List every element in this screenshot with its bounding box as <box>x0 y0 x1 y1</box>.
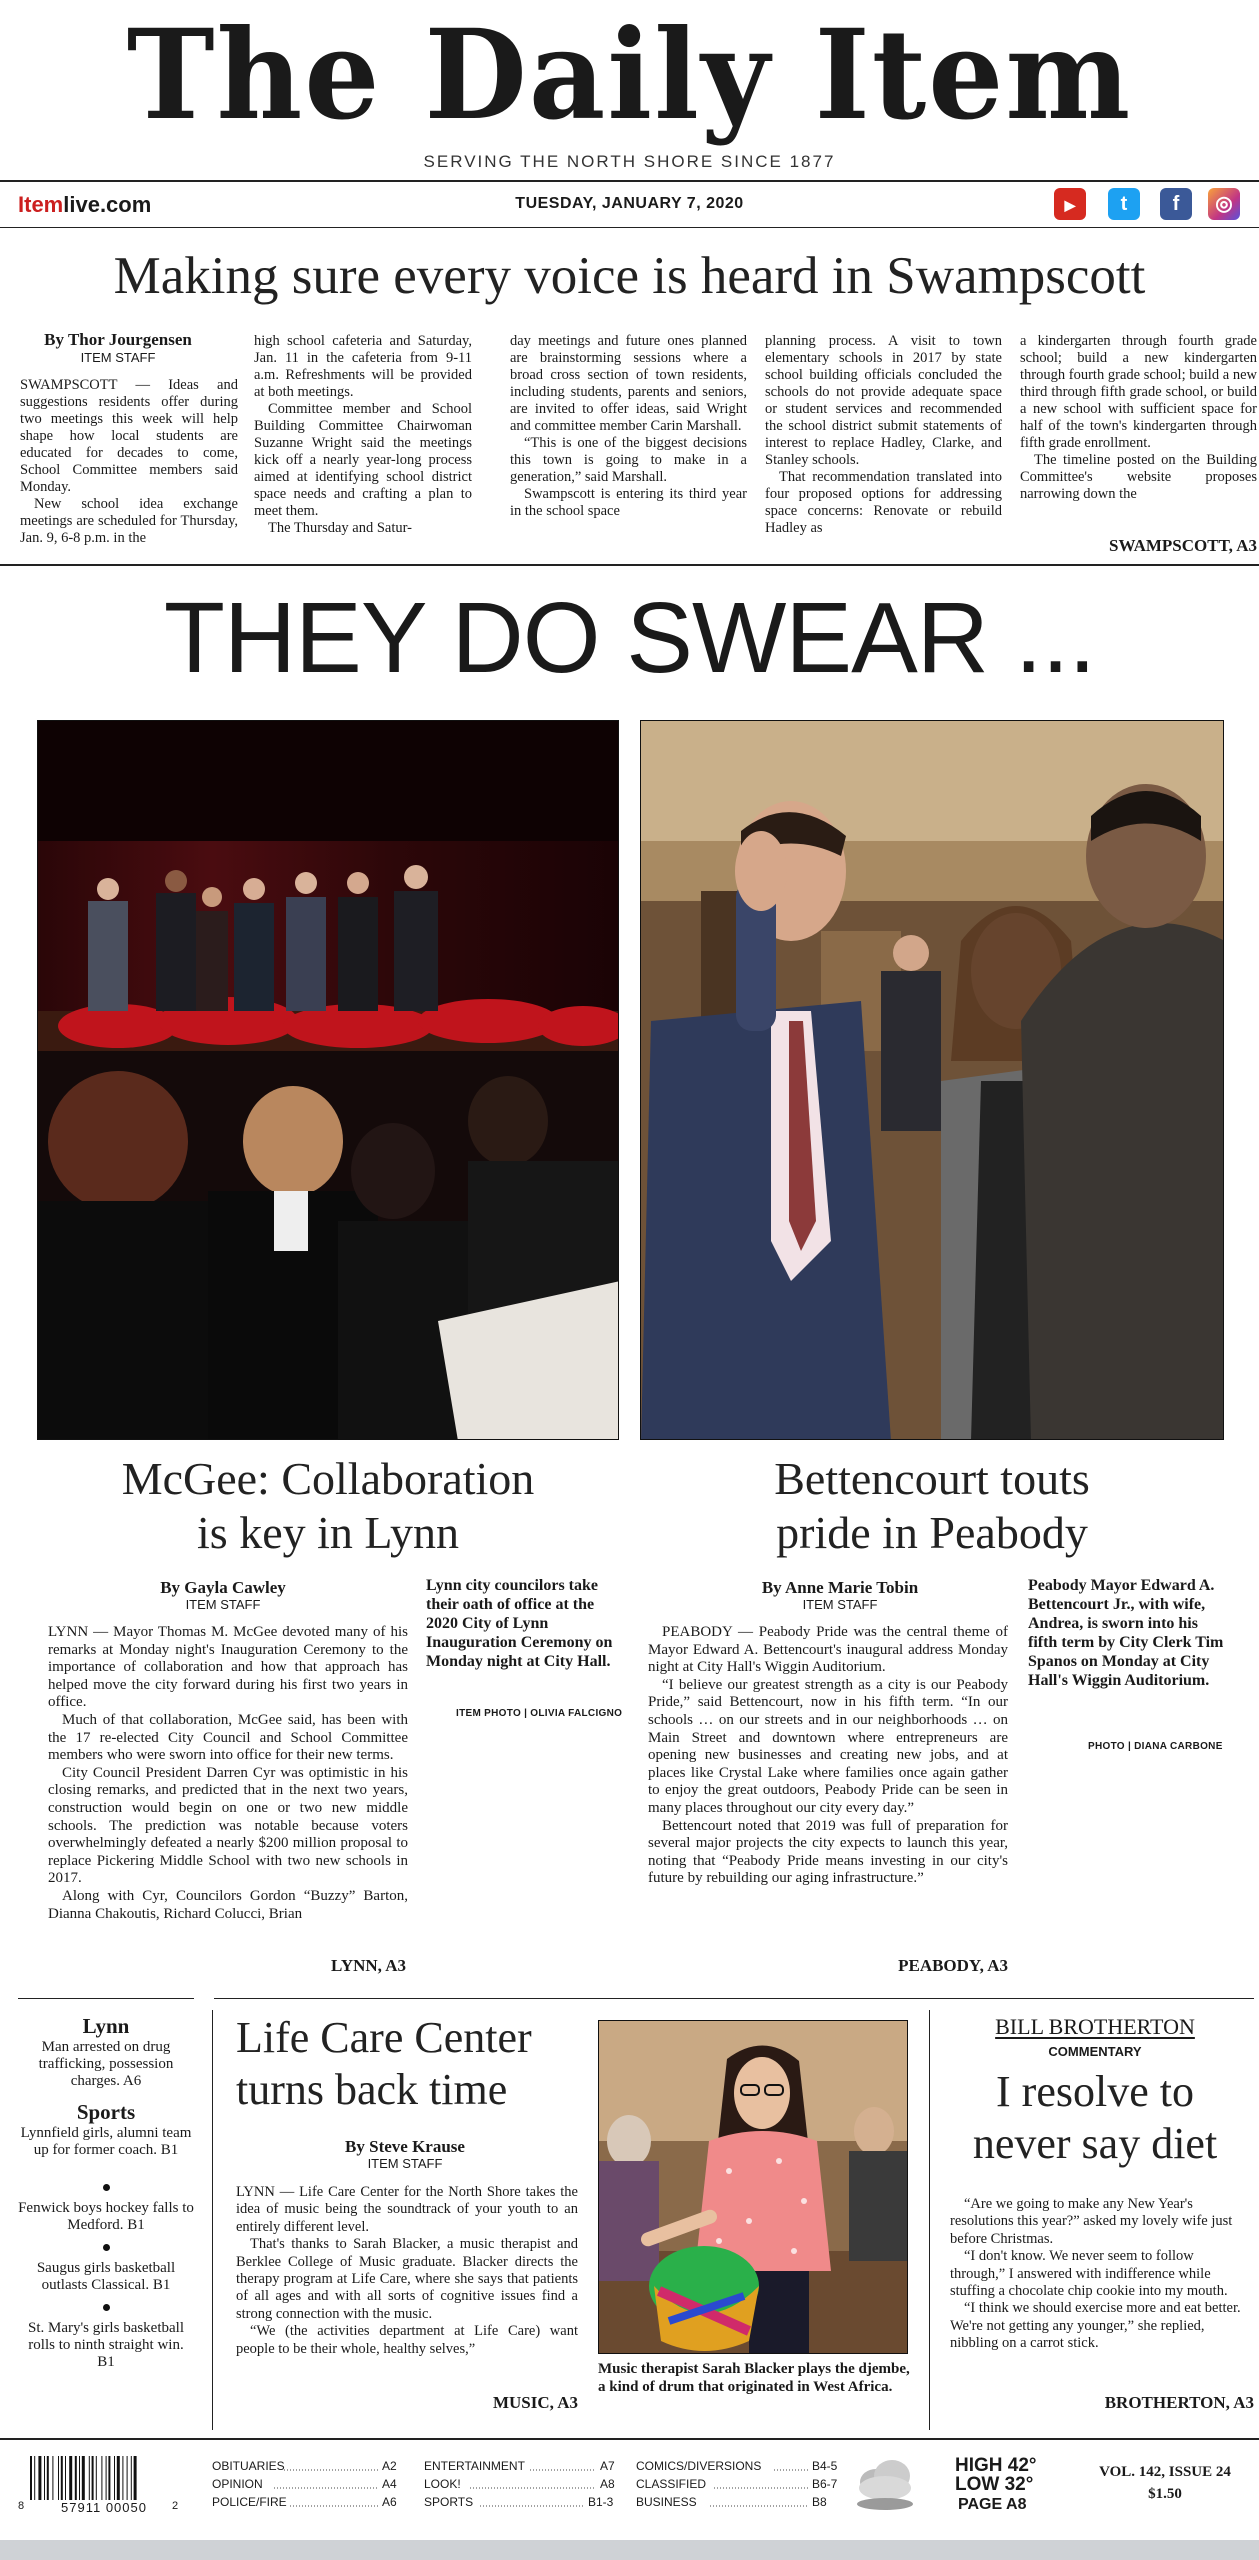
index-sports[interactable] <box>424 2495 473 2509</box>
lead-col-5 <box>1020 333 1257 503</box>
music-story-jump[interactable]: MUSIC, A3 <box>492 2393 578 2412</box>
cloud-icon <box>852 2452 918 2514</box>
barcode-bar <box>122 2456 123 2500</box>
left-story-headline <box>37 1452 619 1560</box>
bottom-section-rule <box>214 1998 1254 1999</box>
sidebar-lynn-heading: Lynn <box>82 2014 130 2038</box>
index-label: OBITUARIES <box>212 2459 285 2473</box>
barcode-bar <box>65 2456 66 2500</box>
index-label: POLICE/FIRE <box>212 2495 287 2509</box>
masthead-rule-bottom <box>0 227 1259 228</box>
sidebar-sports-heading: Sports <box>76 2100 136 2124</box>
facebook-icon[interactable] <box>1160 188 1192 220</box>
left-story-cutline: Lynn city councilors take their oath of office at the 2020 City of Lynn Inauguration Ceremony on Monday night at City Hall. <box>426 1577 613 1670</box>
index-label: CLASSIFIED <box>636 2477 707 2491</box>
barcode-bar <box>92 2456 94 2500</box>
dateline: TUESDAY, JANUARY 7, 2020 <box>515 195 744 212</box>
right-story-p3: Bettencourt noted that 2019 was full of preparation for several major projects the city expects to launch this year, noting that “Peabody Pride means investing in our city's future by rebuilding our aging infrastructure.” <box>648 1817 1008 1887</box>
sidebar-lynn-item[interactable]: Man arrested on drug trafficking, possession charges. A6 <box>38 2039 174 2089</box>
lead-col-5-p1: a kindergarten through fourth grade school; build a new kindergarten through fourth grade school; build a new third through fifth grade school, or build a new school with sufficient space for half of the town's kindergarten through fifth grade enrollment. <box>1020 333 1257 451</box>
barcode-bar <box>69 2456 72 2500</box>
barcode-right-digit: 2 <box>172 2500 179 2512</box>
index-opinion-page: A4 <box>382 2477 397 2491</box>
right-story-staff: ITEM STAFF <box>802 1597 878 1612</box>
masthead-tagline: SERVING THE NORTH SHORE SINCE 1877 <box>423 152 836 171</box>
music-story-p2: That's thanks to Sarah Blacker, a music therapist and Berklee College of Music graduate. Blacker directs the therapy program at Life Care, where she says that patients of all ages and with all sorts of cognitive issues find a strong connection with the music. <box>236 2236 578 2322</box>
barcode-bar <box>82 2456 85 2500</box>
barcode-bar <box>30 2456 32 2500</box>
right-story-jump[interactable]: PEABODY, A3 <box>898 1956 1008 1975</box>
left-story-p3: City Council President Darren Cyr was optimistic in his closing remarks, and predicted that in the next two years, construction would begin on one or two new middle schools. The prediction was notable because voters overwhelmingly defeated a nearly $200 million proposal to replace Pickering Middle School with two new schools in 2017. <box>48 1764 408 1887</box>
left-story-byline: By Gayla Cawley <box>160 1578 286 1597</box>
index-sports-page: B1-3 <box>588 2495 614 2509</box>
column-p1: “Are we going to make any New Year's resolutions this year?” asked my lovely wife just before Christmas. <box>950 2196 1233 2247</box>
left-story-p4: Along with Cyr, Councilors Gordon “Buzzy” Barton, Dianna Chakoutis, Richard Colucci, Brian <box>48 1887 408 1922</box>
index-label: COMICS/DIVERSIONS <box>636 2459 762 2473</box>
right-story-headline-line-2: pride in Peabody <box>776 1507 1088 1558</box>
price: $1.50 <box>1148 2486 1182 2502</box>
lead-staff: ITEM STAFF <box>80 350 156 365</box>
weather-high: HIGH 42° <box>955 2455 1037 2476</box>
twitter-icon[interactable] <box>1108 188 1140 220</box>
masthead-rule-top <box>0 180 1259 182</box>
lead-col-2-p2: Committee member and School Building Committee Chairwoman Suzanne Wright said the meetings kick off a nearly year-long process aimed at identifying school district space needs and crafting a plan to meet them. <box>254 401 472 519</box>
left-story-headline-line-1: McGee: Collaboration <box>121 1453 535 1504</box>
weather-low: LOW 32° <box>955 2474 1034 2495</box>
masthead-title: The Daily Item <box>126 1 1133 148</box>
barcode-bar <box>47 2456 49 2500</box>
barcode-bar <box>96 2456 97 2500</box>
lead-col-3-p2: “This is one of the biggest decisions this town is going to make in a generation,” said Marshall. <box>510 435 747 485</box>
lead-col-4 <box>765 333 1002 537</box>
sidebar-sports-item-4[interactable]: St. Mary's girls basketball rolls to ninth straight win. B1 <box>27 2320 185 2370</box>
music-story-cutline: Music therapist Sarah Blacker plays the djembe, a kind of drum that originated in West Africa. <box>598 2361 910 2395</box>
bullet-2 <box>103 2244 110 2251</box>
column-p3: “I think we should exercise more and eat better. We're not getting any younger,” she replied, nibbling on a carrot stick. <box>950 2300 1241 2352</box>
barcode-bar <box>79 2456 80 2500</box>
right-story-byline: By Anne Marie Tobin <box>761 1578 919 1597</box>
barcode-digits: 57911 00050 <box>40 2500 168 2515</box>
lead-col-4-p1: planning process. A visit to town elementary schools in 2017 by state school building officials concluded the schools do not provide adequate space or student services and recommended the school district submit statements of interest to replace Hadley, Clarke, and Stanley schools. <box>765 333 1002 468</box>
lead-headline: Making sure every voice is heard in Swampscott <box>113 247 1146 305</box>
music-story-body <box>236 2184 578 2358</box>
barcode-bar <box>61 2456 63 2500</box>
index-police-fire[interactable] <box>212 2495 287 2509</box>
index-entertainment-page: A7 <box>600 2459 615 2473</box>
left-story-p1: LYNN — Mayor Thomas M. McGee devoted many of his remarks at Monday night's Inauguration Ceremony to the importance of collaboration and how that approach has helped move the city forward during his first two years in office. <box>48 1624 408 1711</box>
music-therapist-photo <box>598 2020 908 2354</box>
column-author: BILL BROTHERTON <box>995 2014 1195 2039</box>
sidebar-divider <box>212 2010 213 2430</box>
music-story-byline: By Steve Krause <box>345 2137 465 2156</box>
sidebar-sports-item-3[interactable]: Saugus girls basketball outlasts Classical. B1 <box>36 2260 176 2293</box>
site-link-suffix: live.com <box>63 192 152 217</box>
lead-jump[interactable]: SWAMPSCOTT, A3 <box>1109 536 1257 555</box>
column-headline-line-2: never say diet <box>972 2119 1218 2168</box>
lead-byline: By Thor Jourgensen <box>44 330 192 349</box>
index-entertainment[interactable] <box>424 2459 525 2473</box>
right-story-p1: PEABODY — Peabody Pride was the central theme of Mayor Edward A. Bettencourt's inaugural address Monday night at City Hall's Wiggin Auditorium. <box>648 1624 1008 1676</box>
index-look[interactable] <box>424 2477 461 2491</box>
bullet-3 <box>103 2304 110 2311</box>
column-kicker: COMMENTARY <box>1048 2044 1142 2059</box>
index-business-page: B8 <box>812 2495 827 2509</box>
index-classified[interactable] <box>636 2477 706 2491</box>
sidebar-rule-top <box>18 1998 194 1999</box>
left-story-headline-line-2: is key in Lynn <box>197 1507 459 1558</box>
index-classified-page: B6-7 <box>812 2477 838 2491</box>
weather-page: PAGE A8 <box>958 2496 1027 2513</box>
lead-col-2-p3: The Thursday and Satur- <box>268 520 413 536</box>
barcode-bar <box>117 2456 120 2500</box>
barcode-bar <box>127 2456 128 2500</box>
lead-col-3-p3: Swampscott is entering its third year in the school space <box>510 486 747 519</box>
right-story-headline-line-1: Bettencourt touts <box>774 1453 1090 1504</box>
instagram-icon[interactable] <box>1208 188 1240 220</box>
index-obituaries-page: A2 <box>382 2459 397 2473</box>
index-look-page: A8 <box>600 2477 615 2491</box>
barcode-bar <box>108 2456 110 2500</box>
left-story-staff: ITEM STAFF <box>185 1597 261 1612</box>
right-story-credit: PHOTO | DIANA CARBONE <box>1088 1741 1223 1752</box>
banner-headline: THEY DO SWEAR ... <box>163 582 1096 694</box>
barcode-bar <box>89 2456 90 2500</box>
index-label: SPORTS <box>424 2495 474 2509</box>
right-story-headline <box>640 1452 1224 1560</box>
footer-rule <box>0 2438 1259 2440</box>
barcode-bar <box>52 2456 53 2500</box>
column-body <box>950 2196 1250 2353</box>
index-comics-page: B4-5 <box>812 2459 838 2473</box>
right-story-body <box>648 1624 1008 1888</box>
barcode-bar <box>114 2456 115 2500</box>
barcode-bar <box>58 2456 59 2500</box>
index-police-fire-page: A6 <box>382 2495 397 2509</box>
column-divider <box>929 2010 930 2430</box>
sidebar-sports-item-1[interactable]: Lynnfield girls, alumni team up for former coach. B1 <box>20 2125 192 2158</box>
lead-col-2 <box>254 333 472 537</box>
right-story-p2: “I believe our greatest strength as a city is our Peabody Pride,” said Bettencourt, now in his fifth term. “In our schools … on our streets and in our neighborhoods … on Main Street and downtown where entrepreneurs are opening new businesses and creating new jobs, and at places like Crystal Lake where families once again gather to enjoy the great outdoors, Peabody Pride can be seen in many places throughout our city every day.” <box>648 1676 1008 1816</box>
lead-col-3-p1: day meetings and future ones planned are brainstorming sessions where a broad cross section of town residents, including students, parents and seniors, are invited to offer ideas, said Wright and committee member Carin Marshall. <box>510 333 747 434</box>
lead-rule <box>0 564 1259 566</box>
volume-issue: VOL. 142, ISSUE 24 <box>1099 2464 1231 2480</box>
lead-col-4-p2: That recommendation translated into four proposed options for addressing space concerns: Renovate or rebuild Hadley as <box>765 469 1002 536</box>
lead-col-1-p2: New school idea exchange meetings are scheduled for Thursday, Jan. 9, 6-8 p.m. in the <box>20 496 238 546</box>
lead-col-3 <box>510 333 747 520</box>
barcode-bar <box>75 2456 77 2500</box>
left-story-body <box>48 1624 408 1923</box>
barcode-bar <box>101 2456 102 2500</box>
barcode-bar <box>38 2456 41 2500</box>
barcode-bar <box>44 2456 45 2500</box>
youtube-icon[interactable] <box>1054 188 1086 220</box>
index-label: ENTERTAINMENT <box>424 2459 525 2473</box>
lead-col-2-p1: high school cafeteria and Saturday, Jan. 11 in the cafeteria from 9-11 a.m. Refreshments will be provided at both meetings. <box>254 333 472 400</box>
left-story-credit: ITEM PHOTO | OLIVIA FALCIGNO <box>456 1708 623 1719</box>
bullet-1 <box>103 2184 110 2191</box>
facebook-glyph: f <box>1172 193 1180 215</box>
music-story-p3: “We (the activities department at Life Care) want people to be their whole, healthy selves,” <box>236 2323 578 2357</box>
barcode-bar <box>106 2456 107 2500</box>
lead-col-5-p2: The timeline posted on the Building Committee's website proposes narrowing down the <box>1020 452 1257 502</box>
column-headline-line-1: I resolve to <box>996 2067 1194 2116</box>
index-comics[interactable] <box>636 2459 761 2473</box>
youtube-glyph: ▶ <box>1064 197 1076 213</box>
column-p2: “I don't know. We never seem to follow through,” I answered with indifference while stuffing a chocolate chip cookie into my mouth. <box>950 2248 1228 2300</box>
index-opinion[interactable] <box>212 2477 263 2491</box>
index-business[interactable] <box>636 2495 697 2509</box>
music-story-p1: LYNN — Life Care Center for the North Shore takes the idea of music being the soundtrack of your youth to an entirely different level. <box>236 2184 578 2235</box>
twitter-glyph: t <box>1120 193 1128 215</box>
site-link-prefix: Item <box>18 192 64 217</box>
music-story-headline-line-1: Life Care Center <box>236 2013 532 2062</box>
lynn-inauguration-photo <box>37 720 619 1440</box>
column-headline <box>940 2066 1250 2170</box>
column-jump[interactable]: BROTHERTON, A3 <box>1104 2393 1254 2412</box>
music-story-headline <box>222 2012 592 2116</box>
music-story-staff: ITEM STAFF <box>367 2156 443 2171</box>
bottom-strip <box>0 2540 1259 2560</box>
lead-col-1-p1: SWAMPSCOTT — Ideas and suggestions residents offer during two meetings this week will help shape how local students are educated for decades to come, School Committee members said Monday. <box>20 377 238 495</box>
lead-col-1 <box>20 377 238 547</box>
left-story-jump[interactable]: LYNN, A3 <box>331 1956 406 1975</box>
music-story-headline-line-2: turns back time <box>236 2065 508 2114</box>
barcode-left-digit: 8 <box>18 2500 25 2512</box>
barcode-bar <box>134 2456 137 2500</box>
barcode-bar <box>131 2456 132 2500</box>
barcode-bar <box>34 2456 35 2500</box>
sidebar-sports-item-2[interactable]: Fenwick boys hockey falls to Medford. B1 <box>18 2200 194 2233</box>
left-story-p2: Much of that collaboration, McGee said, has been with the 17 re-elected City Council and School Committee members who were sworn into office for their new terms. <box>48 1711 408 1764</box>
peabody-swearing-in-photo <box>640 720 1224 1440</box>
index-label: LOOK! <box>424 2477 461 2491</box>
index-label: BUSINESS <box>636 2495 697 2509</box>
instagram-glyph: ◎ <box>1215 193 1233 215</box>
right-story-cutline: Peabody Mayor Edward A. Bettencourt Jr., with wife, Andrea, is sworn into his fifth term by City Clerk Tim Spanos on Monday at City Hall's Wiggin Auditorium. <box>1028 1577 1224 1689</box>
index-label: OPINION <box>212 2477 263 2491</box>
index-obituaries[interactable] <box>212 2459 285 2473</box>
